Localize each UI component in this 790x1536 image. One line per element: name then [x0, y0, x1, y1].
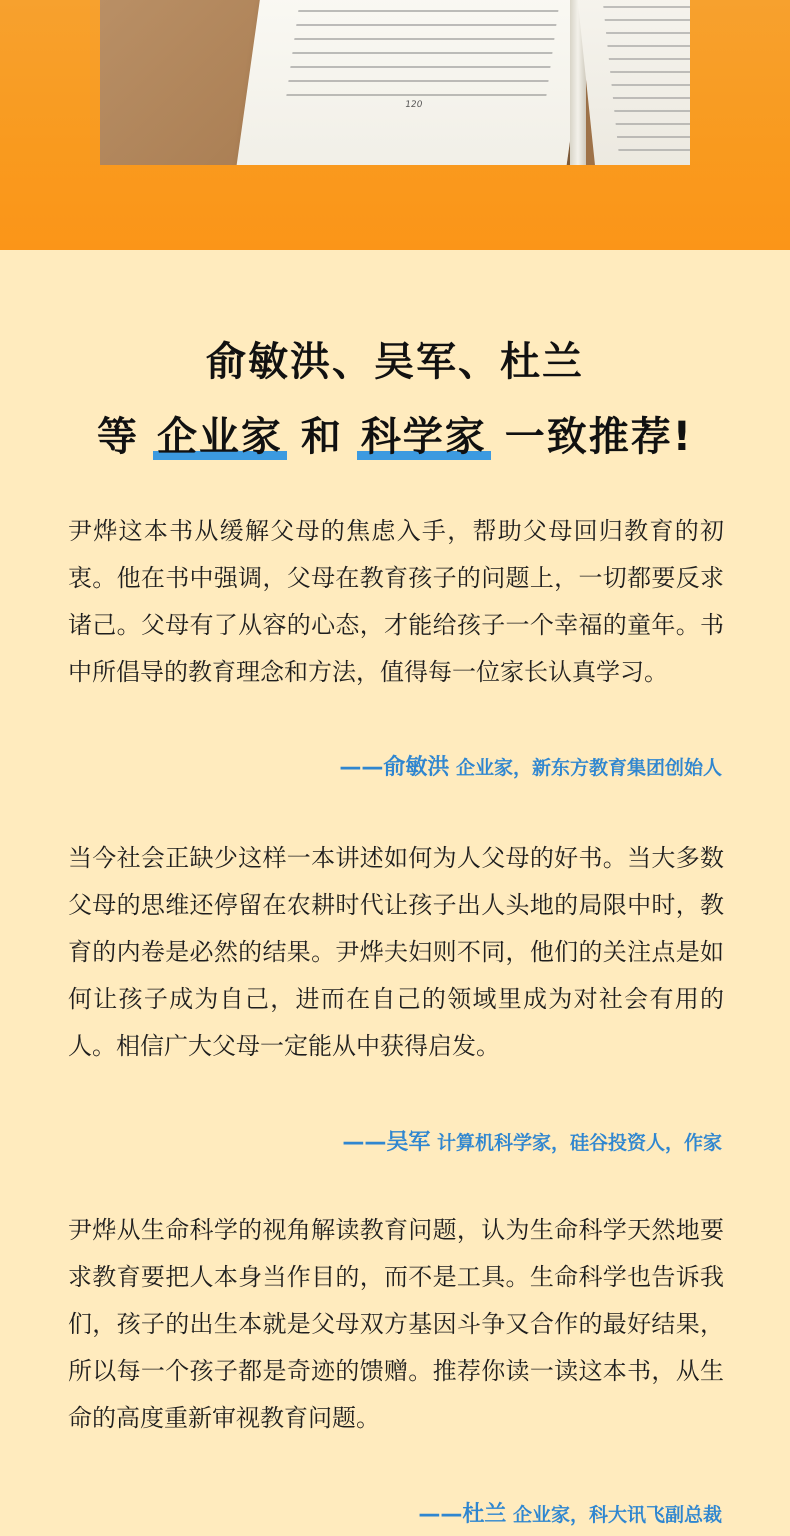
book-right-page: [574, 0, 690, 165]
hero-banner: [0, 0, 790, 250]
quote-author-3: ——杜兰: [418, 1502, 507, 1527]
headline-line-1: 俞敏洪、吴军、杜兰: [206, 339, 584, 385]
quote-attribution-3: [418, 1497, 722, 1528]
quote-attribution-1: [339, 750, 722, 781]
quote-text-1: 尹烨这本书从缓解父母的焦虑入手，帮助父母回归教育的初衷。他在书中强调，父母在教育孩子的问题上，一切都要反求诸己。父母有了从容的心态，才能给孩子一个幸福的童年。书中所倡导的教育理念和方法，值得每一位家长认真学习。: [68, 517, 724, 686]
book-page-number: 120: [404, 100, 423, 110]
headline-line-2: [0, 405, 790, 462]
quote-author-2: ——吴军: [342, 1130, 431, 1155]
quote-author-title-3: 企业家，科大讯飞副总裁: [512, 1504, 722, 1526]
quote-text-3: 尹烨从生命科学的视角解读教育问题，认为生命科学天然地要求教育要把人本身当作目的，而不是工具。生命科学也告诉我们，孩子的出生本就是父母双方基因斗争又合作的最好结果，所以每一个孩子都是奇迹的馈赠。推荐你读一读这本书，从生命的高度重新审视教育问题。: [68, 1216, 724, 1432]
quote-author-1: ——俞敏洪: [339, 755, 450, 780]
open-book-photo: [100, 0, 690, 165]
highlight-entrepreneurs: 企业家: [155, 405, 285, 462]
quote-author-title-2: 计算机科学家，硅谷投资人，作家: [436, 1132, 722, 1154]
highlight-scientists: 科学家: [359, 405, 489, 462]
headline-prefix: 等: [97, 414, 139, 460]
headline-conjunction: 和: [300, 414, 343, 460]
headline-suffix: 一致推荐!: [504, 414, 693, 460]
quote-author-title-1: 企业家，新东方教育集团创始人: [455, 757, 722, 779]
quote-attribution-2: [342, 1125, 722, 1156]
quote-text-2: 当今社会正缺少这样一本讲述如何为人父母的好书。当大多数父母的思维还停留在农耕时代让孩子出人头地的局限中时，教育的内卷是必然的结果。尹烨夫妇则不同，他们的关注点是如何让孩子成为自己，进而在自己的领域里成为对社会有用的人。相信广大父母一定能从中获得启发。: [68, 844, 724, 1060]
book-left-page: [236, 0, 594, 165]
